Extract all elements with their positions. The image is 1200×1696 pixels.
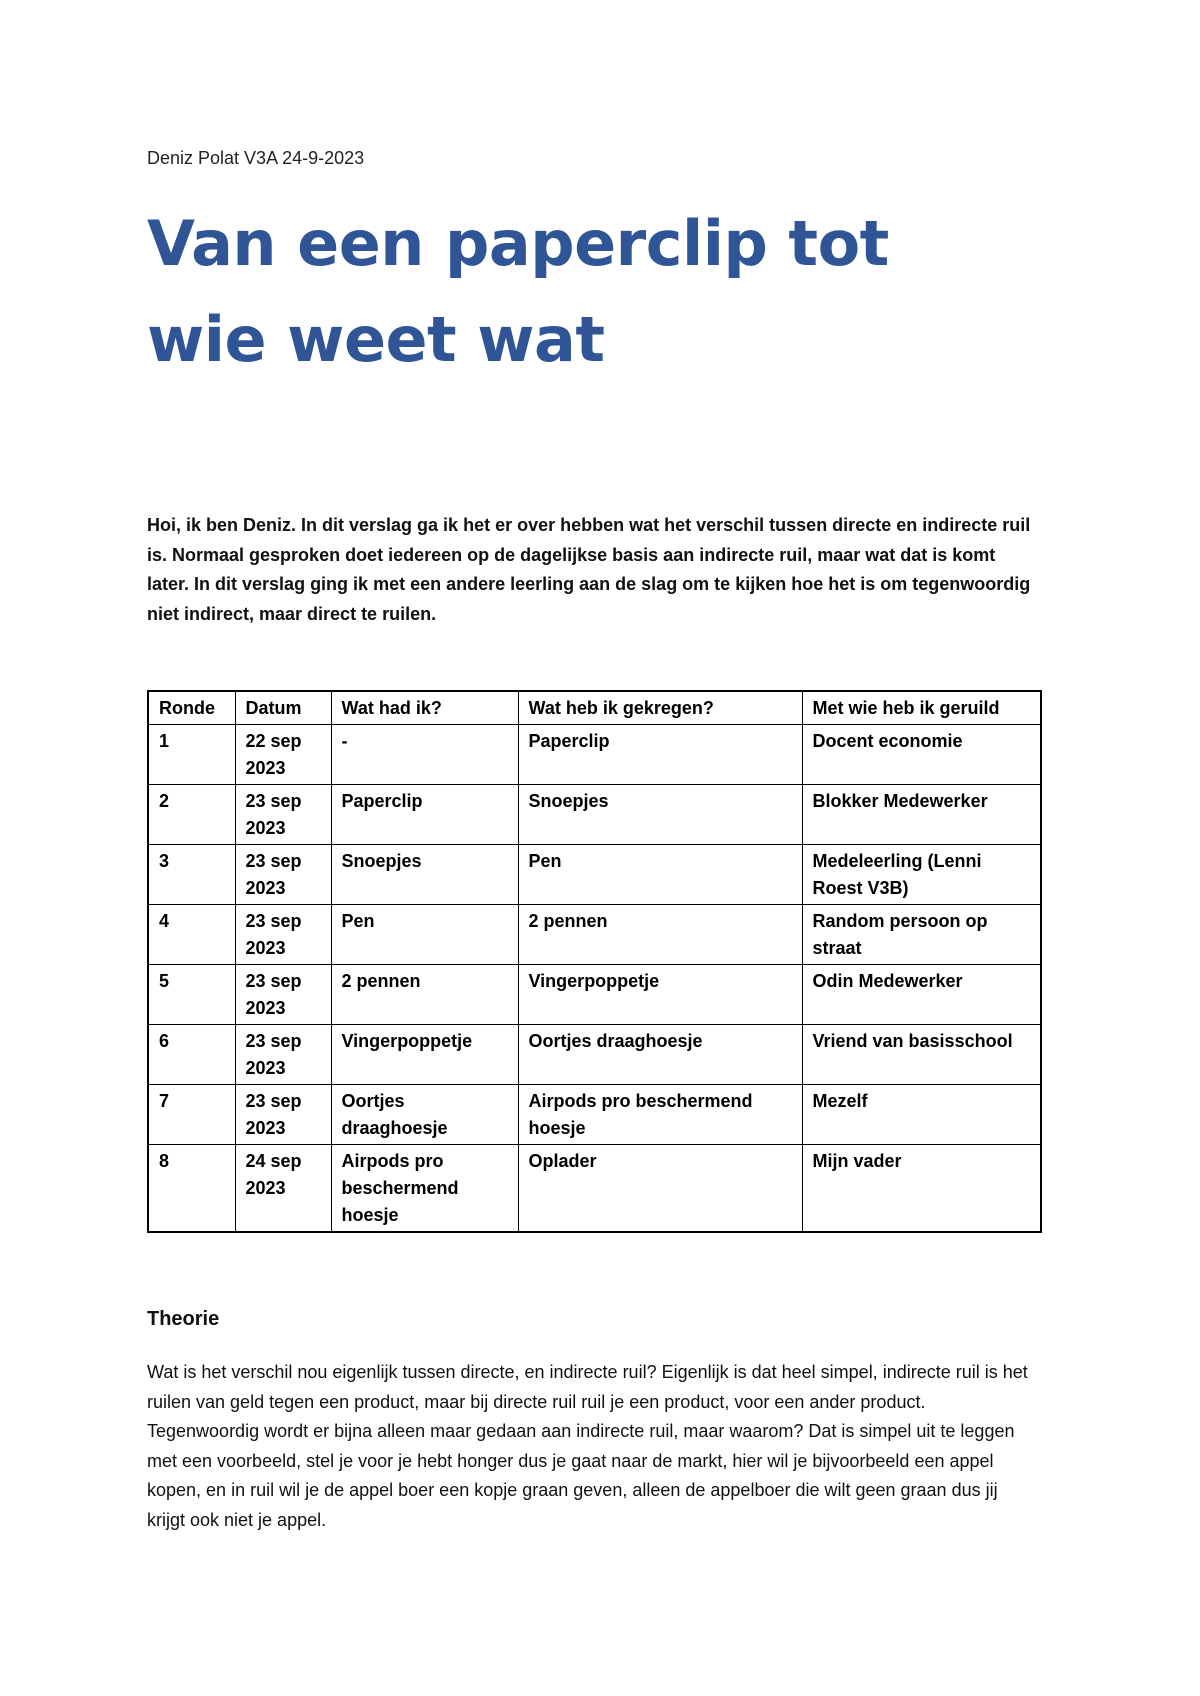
table-row [148, 845, 1041, 905]
cell-had: Paperclip [331, 785, 518, 845]
cell-datum: 23 sep 2023 [235, 845, 331, 905]
header-ronde: Ronde [148, 691, 235, 725]
cell-gekregen: Pen [518, 845, 802, 905]
cell-met-wie: Docent economie [802, 725, 1041, 785]
table-row [148, 1145, 1041, 1233]
cell-datum: 23 sep 2023 [235, 905, 331, 965]
cell-met-wie: Mijn vader [802, 1145, 1041, 1233]
header-met-wie: Met wie heb ik geruild [802, 691, 1041, 725]
cell-had: Snoepjes [331, 845, 518, 905]
cell-met-wie: Odin Medewerker [802, 965, 1041, 1025]
table-row [148, 1085, 1041, 1145]
cell-ronde: 3 [148, 845, 235, 905]
section-heading-theorie: Theorie [147, 1308, 220, 1330]
theory-paragraph: Wat is het verschil nou eigenlijk tussen directe, en indirecte ruil? Eigenlijk is dat heel simpel, indirecte ruil is het ruilen van geld tegen een product, maar bij directe ruil ruil je een product, voor een ander product. Tegenwoordig wordt er bijna alleen maar gedaan aan indirecte ruil, maar waarom? Dat is simpel uit te leggen met een voorbeeld, stel je voor je hebt honger dus je gaat naar de markt, hier wil je bijvoorbeeld een appel kopen, en in ruil wil je de appel boer een kopje graan geven, alleen de appelboer die wilt geen graan dus jij krijgt ook niet je appel. [147, 1362, 1028, 1530]
table-row [148, 1025, 1041, 1085]
cell-datum: 23 sep 2023 [235, 965, 331, 1025]
cell-had: Vingerpoppetje [331, 1025, 518, 1085]
cell-met-wie: Random persoon op straat [802, 905, 1041, 965]
cell-gekregen: Oortjes draaghoesje [518, 1025, 802, 1085]
table-row [148, 965, 1041, 1025]
cell-datum: 23 sep 2023 [235, 1025, 331, 1085]
cell-gekregen: Vingerpoppetje [518, 965, 802, 1025]
cell-ronde: 8 [148, 1145, 235, 1233]
cell-gekregen: Oplader [518, 1145, 802, 1233]
cell-datum: 23 sep 2023 [235, 785, 331, 845]
table-header-row [148, 691, 1041, 725]
cell-had: Airpods pro beschermend hoesje [331, 1145, 518, 1233]
cell-met-wie: Vriend van basisschool [802, 1025, 1041, 1085]
cell-datum: 22 sep 2023 [235, 725, 331, 785]
cell-had: - [331, 725, 518, 785]
cell-met-wie: Blokker Medewerker [802, 785, 1041, 845]
trade-table [147, 690, 1042, 1233]
table-row [148, 785, 1041, 845]
header-wat-gekregen: Wat heb ik gekregen? [518, 691, 802, 725]
cell-met-wie: Mezelf [802, 1085, 1041, 1145]
cell-ronde: 4 [148, 905, 235, 965]
cell-ronde: 7 [148, 1085, 235, 1145]
cell-had: 2 pennen [331, 965, 518, 1025]
cell-ronde: 1 [148, 725, 235, 785]
document-title: Van een paperclip tot wie weet wat [147, 207, 889, 376]
cell-gekregen: Airpods pro beschermend hoesje [518, 1085, 802, 1145]
header-wat-had-ik: Wat had ik? [331, 691, 518, 725]
header-datum: Datum [235, 691, 331, 725]
cell-datum: 23 sep 2023 [235, 1085, 331, 1145]
table-row [148, 725, 1041, 785]
cell-ronde: 6 [148, 1025, 235, 1085]
cell-gekregen: 2 pennen [518, 905, 802, 965]
cell-met-wie: Medeleerling (Lenni Roest V3B) [802, 845, 1041, 905]
cell-ronde: 2 [148, 785, 235, 845]
cell-had: Pen [331, 905, 518, 965]
intro-paragraph: Hoi, ik ben Deniz. In dit verslag ga ik het er over hebben wat het verschil tussen directe en indirecte ruil is. Normaal gesproken doet iedereen op de dagelijkse basis aan indirecte ruil, maar wat dat is komt later. In dit verslag ging ik met een andere leerling aan de slag om te kijken hoe het is om tegenwoordig niet indirect, maar direct te ruilen. [147, 515, 1031, 624]
author-line: Deniz Polat V3A 24-9-2023 [147, 148, 365, 168]
cell-had: Oortjes draaghoesje [331, 1085, 518, 1145]
cell-ronde: 5 [148, 965, 235, 1025]
cell-gekregen: Snoepjes [518, 785, 802, 845]
cell-datum: 24 sep 2023 [235, 1145, 331, 1233]
table-row [148, 905, 1041, 965]
cell-gekregen: Paperclip [518, 725, 802, 785]
